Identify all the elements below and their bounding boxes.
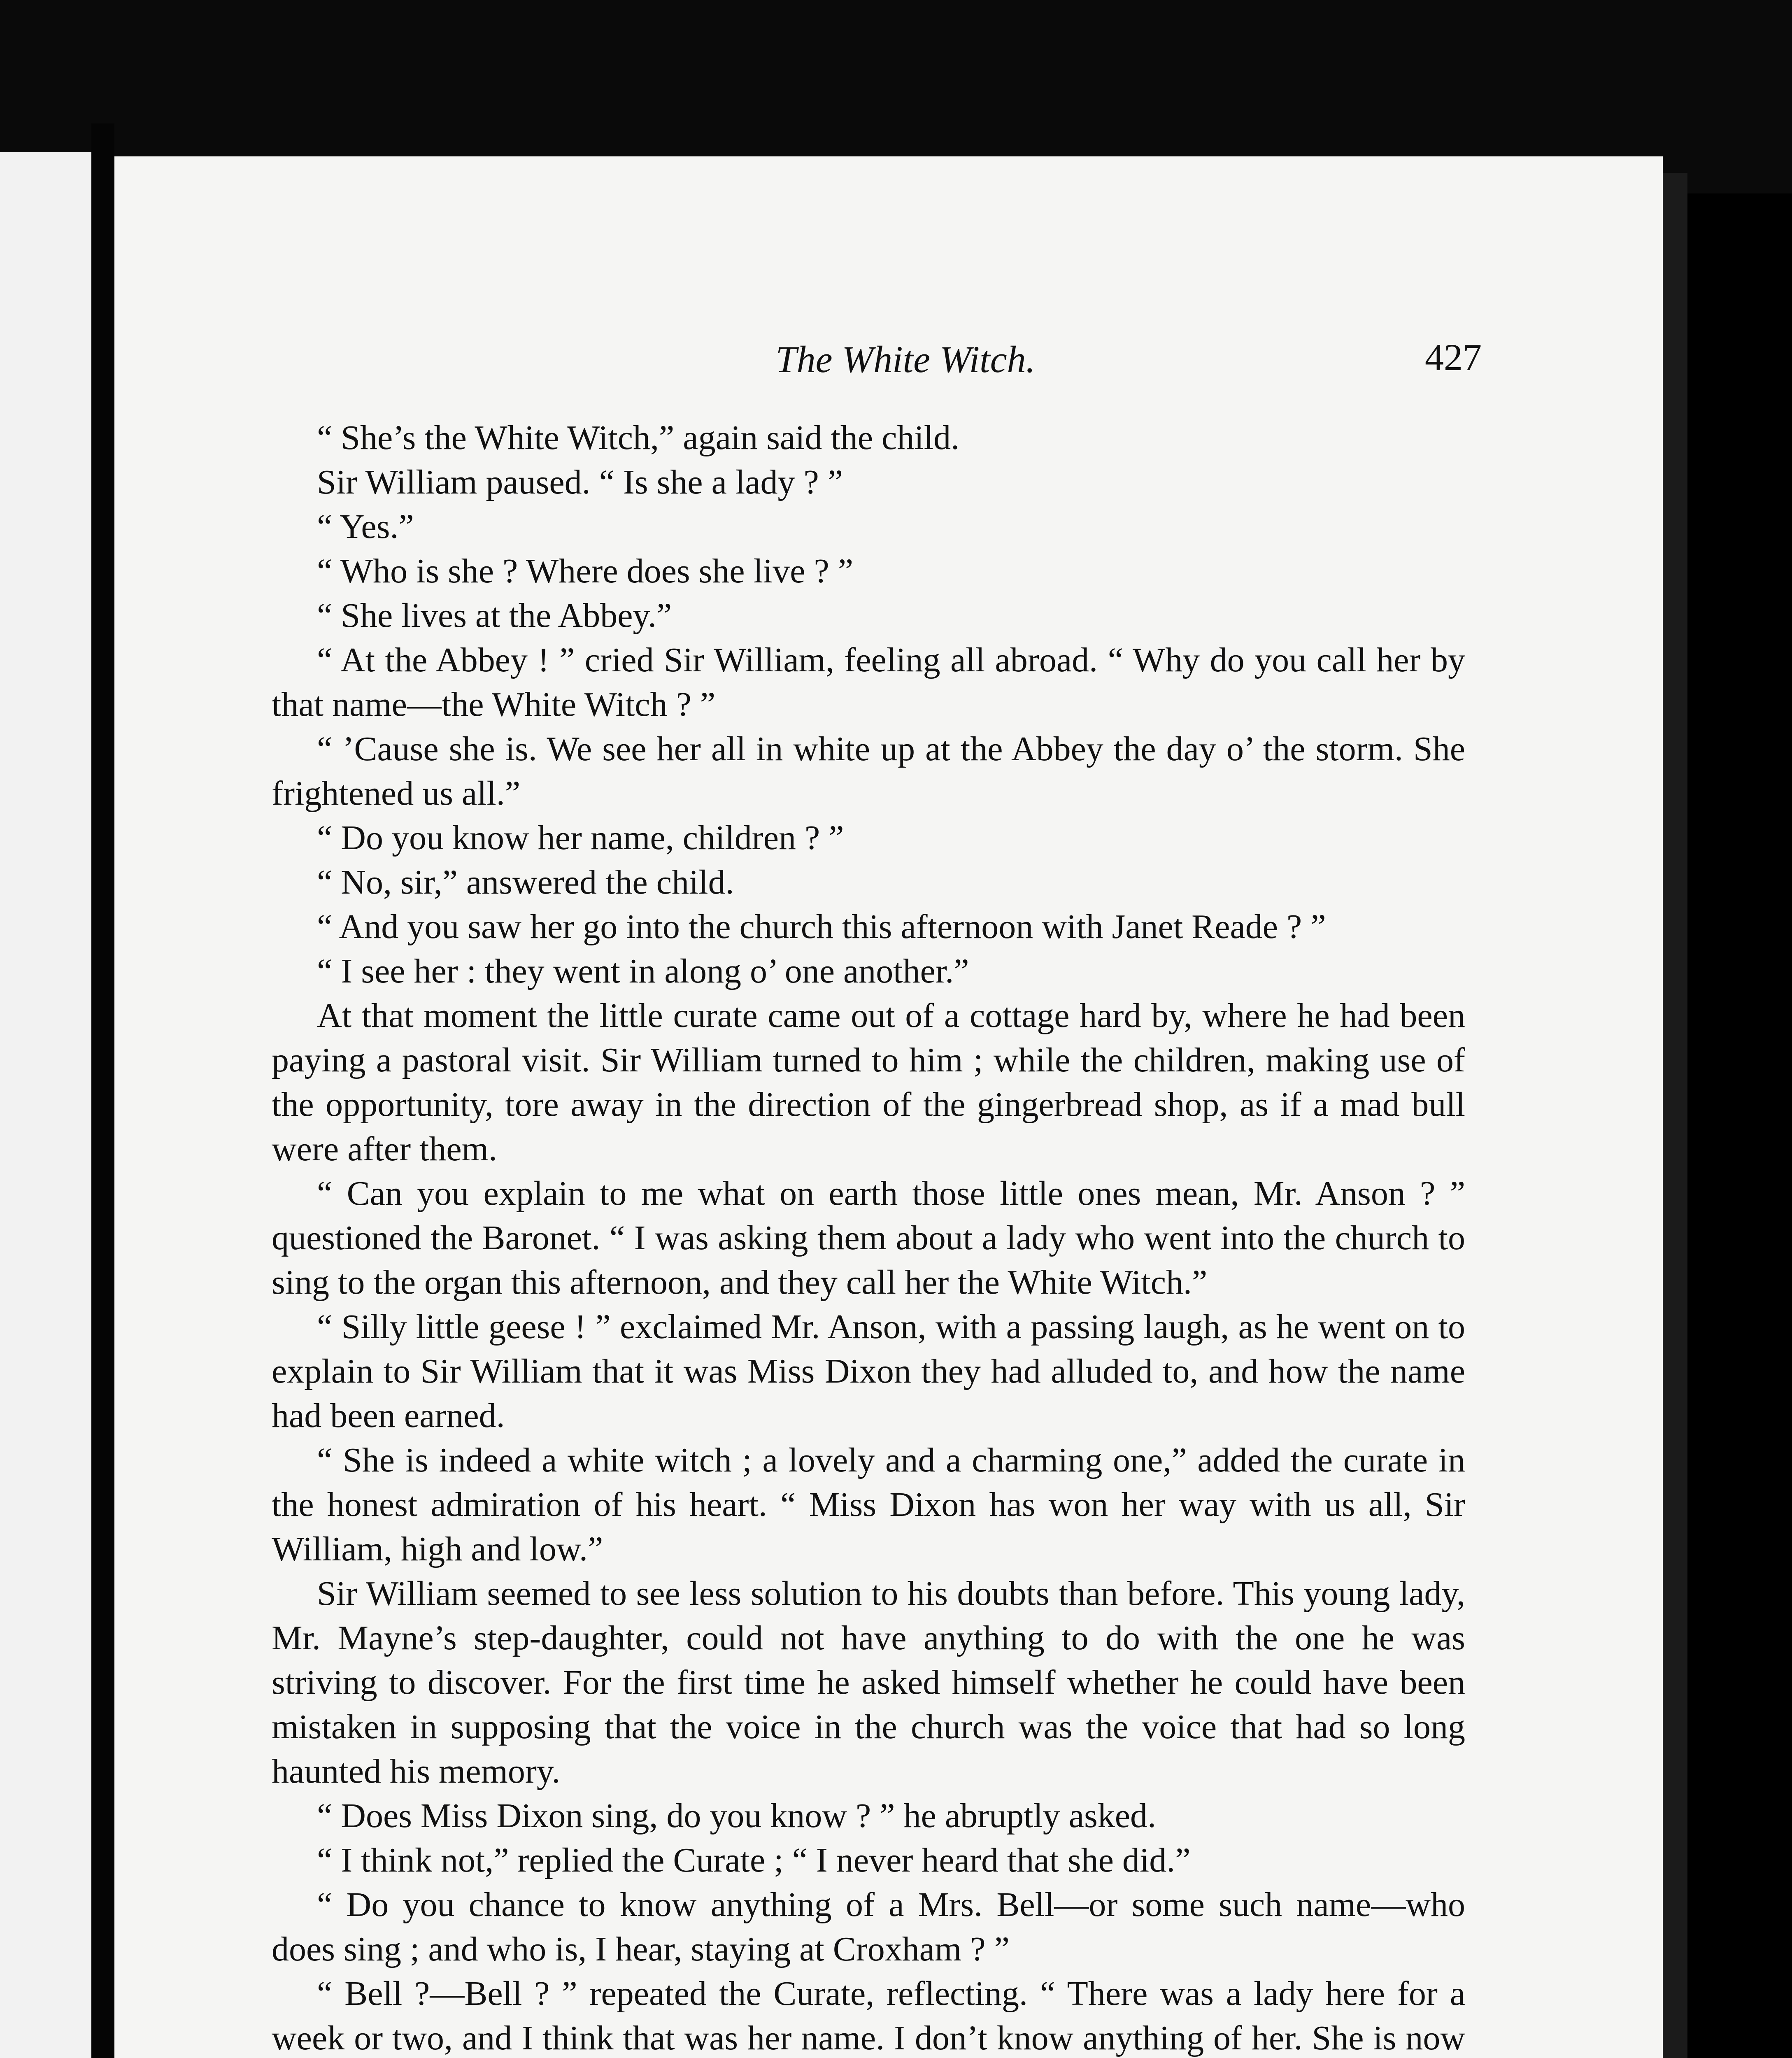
paragraph: “ Do you chance to know anything of a Mrs. Bell—or some such name—who does sing ; and who is, I hear, staying at Croxham ? ” bbox=[272, 1886, 1465, 1968]
paragraph: “ She lives at the Abbey.” bbox=[317, 596, 672, 635]
body-text bbox=[272, 416, 1465, 2058]
paragraph: “ Silly little geese ! ” exclaimed Mr. Anson, with a passing laugh, as he went on to explain to Sir William that it was Miss Dixon they had alluded to, and how the name had been earned. bbox=[272, 1308, 1465, 1435]
paragraph: At that moment the little curate came out of a cottage hard by, where he had been paying a pastoral visit. Sir William turned to him ; while the children, making use of the opportunity, tore away in the direction of the gingerbread shop, as if a mad bull were after them. bbox=[272, 996, 1465, 1168]
paragraph: “ No, sir,” answered the child. bbox=[317, 863, 734, 901]
running-head: The White Witch. bbox=[775, 338, 1036, 380]
paragraph: “ Bell ?—Bell ? ” repeated the Curate, reflecting. “ There was a lady here for a week or two, and I think that was her name. I don’t know anything of her. She is now bbox=[272, 1974, 1465, 2057]
paragraph: Sir William seemed to see less solution to his doubts than before. This young lady, Mr. Mayne’s step-daughter, could not have anything to do with the one he was striving to discover. For the first time he asked himself whether he could have been mistaken in supposing that the voice in the church was the voice that had so long haunted his memory. bbox=[272, 1574, 1465, 1790]
book-gutter bbox=[91, 123, 114, 2058]
paragraph: “ Does Miss Dixon sing, do you know ? ” he abruptly asked. bbox=[317, 1797, 1157, 1835]
paragraph: “ Can you explain to me what on earth those little ones mean, Mr. Anson ? ” questioned the Baronet. “ I was asking them about a lady who went into the church to sing to the organ this afternoon, and they call her the White Witch.” bbox=[272, 1174, 1465, 1301]
paragraph: “ I think not,” replied the Curate ; “ I never heard that she did.” bbox=[317, 1841, 1191, 1879]
paragraph: “ And you saw her go into the church this afternoon with Janet Reade ? ” bbox=[317, 908, 1326, 946]
page-number: 427 bbox=[1425, 336, 1482, 378]
paragraph: “ Do you know her name, children ? ” bbox=[317, 819, 844, 857]
paragraph: “ I see her : they went in along o’ one another.” bbox=[317, 952, 969, 990]
page-edge-shadow bbox=[1663, 173, 1687, 2058]
paragraph: “ Yes.” bbox=[317, 508, 414, 546]
paragraph: “ She is indeed a white witch ; a lovely and a charming one,” added the curate in the honest admiration of his heart. “ Miss Dixon has won her way with us all, Sir William, high and low.” bbox=[272, 1441, 1465, 1568]
facing-page-edge bbox=[0, 152, 91, 2058]
paragraph: “ Who is she ? Where does she live ? ” bbox=[317, 552, 854, 590]
paragraph: “ She’s the White Witch,” again said the child. bbox=[317, 419, 960, 457]
paragraph: “ At the Abbey ! ” cried Sir William, feeling all abroad. “ Why do you call her by that name—the White Witch ? ” bbox=[272, 641, 1465, 724]
background-edge bbox=[1687, 193, 1792, 2058]
paragraph: Sir William paused. “ Is she a lady ? ” bbox=[317, 463, 843, 501]
paragraph: “ ’Cause she is. We see her all in white up at the Abbey the day o’ the storm. She frightened us all.” bbox=[272, 730, 1465, 812]
